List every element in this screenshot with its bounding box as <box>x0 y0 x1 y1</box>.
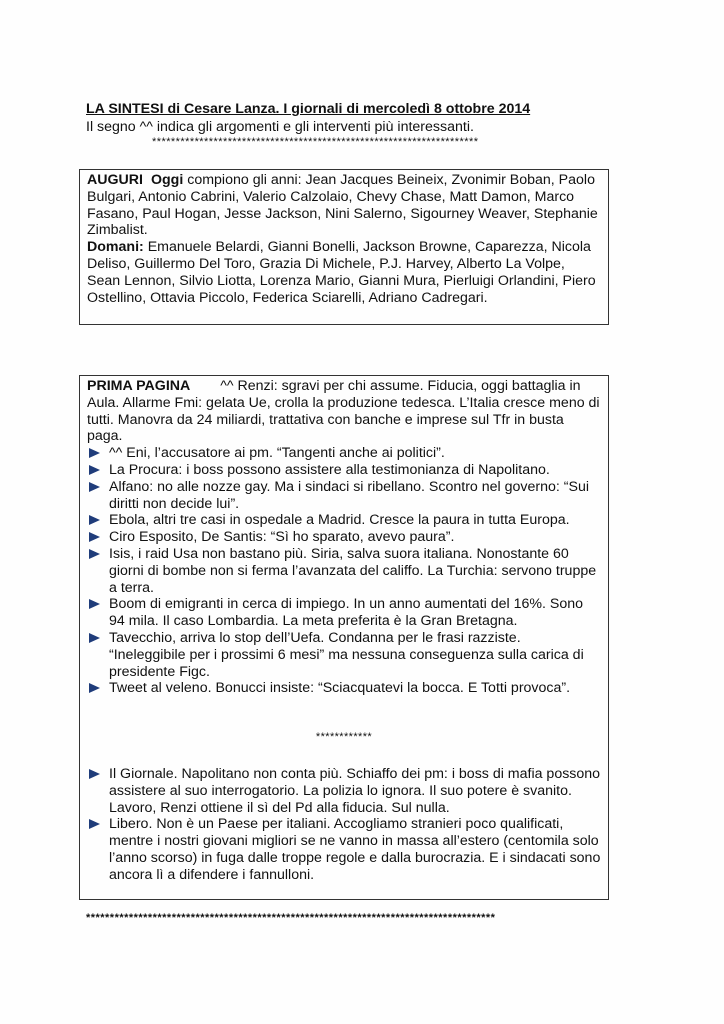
headline-list <box>87 445 601 697</box>
oggi-text: compiono gli anni: Jean Jacques Beineix, Zvonimir Boban, Paolo Bulgari, Antonio Cabrini, Valerio Calzolaio, Chevy Chase, Matt Damon, Marco Fasano, Paul Hogan, Jesse Jackson, Nini Salerno, Sigourney Weaver, Stephanie Zimbalist. <box>87 172 598 239</box>
prima-pagina-lead-paragraph <box>87 378 601 445</box>
section-separator: ************ <box>315 731 373 744</box>
auguri-label: AUGURI <box>87 172 143 188</box>
bullet-arrow-icon <box>89 465 100 475</box>
list-item: Libero. Non è un Paese per italiani. Accogliamo stranieri poco qualificati, mentre i nostri giovani migliori se ne vanno in massa all’estero (centomila solo l’anno scorso) in fuga dalle troppe regole e dalla burocrazia. E i sindacati sono ancora lì a difendere i fannulloni. <box>87 816 601 883</box>
domani-text: Emanuele Belardi, Gianni Bonelli, Jackson Browne, Caparezza, Nicola Deliso, Guillermo Del Toro, Grazia Di Michele, P.J. Harvey, Alberto La Volpe, Sean Lennon, Silvio Liotta, Lorenza Mario, Gianni Mura, Pierluigi Orlandini, Piero Ostellino, Ottavia Piccolo, Federica Sciarelli, Adriano Cadregari. <box>87 239 596 306</box>
auguri-domani-paragraph <box>87 239 601 306</box>
bullet-arrow-icon <box>89 599 100 609</box>
list-item: Tavecchio, arriva lo stop dell’Uefa. Condanna per le frasi razziste. “Ineleggibile per i prossimi 6 mesi” ma nessuna conseguenza sulla carica di presidente Figc. <box>87 630 601 680</box>
bullet-arrow-icon <box>89 683 100 693</box>
bullet-arrow-icon <box>89 769 100 779</box>
newspaper-list <box>87 766 601 884</box>
list-item: Tweet al veleno. Bonucci insiste: “Sciacquatevi la bocca. E Totti provoca”. <box>87 680 601 697</box>
bullet-arrow-icon <box>89 482 100 492</box>
prima-pagina-lead: ^^ Renzi: sgravi per chi assume. Fiducia, oggi battaglia in Aula. Allarme Fmi: gelata Ue, crolla la produzione tedesca. L’Italia cresce meno di tutti. Manovra da 24 miliardi, trattativa con banche e imprese sul Tfr in busta paga. <box>87 378 600 445</box>
bullet-arrow-icon <box>89 532 100 542</box>
auguri-box <box>79 169 609 325</box>
list-item: Isis, i raid Usa non bastano più. Siria, salva suora italiana. Nonostante 60 giorni di bombe non si ferma l’avanzata del califfo. La Turchia: servono truppe a terra. <box>87 546 601 596</box>
prima-pagina-box <box>79 375 609 900</box>
list-item: Ciro Esposito, De Santis: “Sì ho sparato, avevo paura”. <box>87 529 601 546</box>
document-subtitle: Il segno ^^ indica gli argomenti e gli interventi più interessanti. <box>86 119 474 135</box>
bullet-arrow-icon <box>89 515 100 525</box>
stars-divider: ********************************************************************* <box>152 136 479 148</box>
list-item: Il Giornale. Napolitano non conta più. Schiaffo dei pm: i boss di mafia possono assistere al suo interrogatorio. La polizia lo ignora. Il suo potere è svanito. Lavoro, Renzi ottiene il sì del Pd alla fiducia. Sul nulla. <box>87 766 601 816</box>
footer-stars-divider: ************************************************************************************** <box>86 912 496 924</box>
auguri-oggi-paragraph <box>87 172 601 239</box>
list-item: ^^ Eni, l’accusatore ai pm. “Tangenti anche ai politici”. <box>87 445 601 462</box>
list-item: Boom di emigranti in cerca di impiego. In un anno aumentati del 16%. Sono 94 mila. Il caso Lombardia. La meta preferita è la Gran Bretagna. <box>87 596 601 630</box>
list-item: La Procura: i boss possono assistere alla testimonianza di Napolitano. <box>87 462 601 479</box>
domani-label: Domani: <box>87 239 144 256</box>
bullet-arrow-icon <box>89 549 100 559</box>
list-item: Ebola, altri tre casi in ospedale a Madrid. Cresce la paura in tutta Europa. <box>87 512 601 529</box>
document-title: LA SINTESI di Cesare Lanza. I giornali di mercoledì 8 ottobre 2014 <box>86 101 531 117</box>
prima-pagina-label: PRIMA PAGINA <box>87 378 191 394</box>
bullet-arrow-icon <box>89 448 100 458</box>
bullet-arrow-icon <box>89 819 100 829</box>
bullet-arrow-icon <box>89 633 100 643</box>
list-item: Alfano: no alle nozze gay. Ma i sindaci si ribellano. Scontro nel governo: “Sui diritti non decide lui”. <box>87 479 601 513</box>
oggi-label: Oggi <box>150 172 184 188</box>
